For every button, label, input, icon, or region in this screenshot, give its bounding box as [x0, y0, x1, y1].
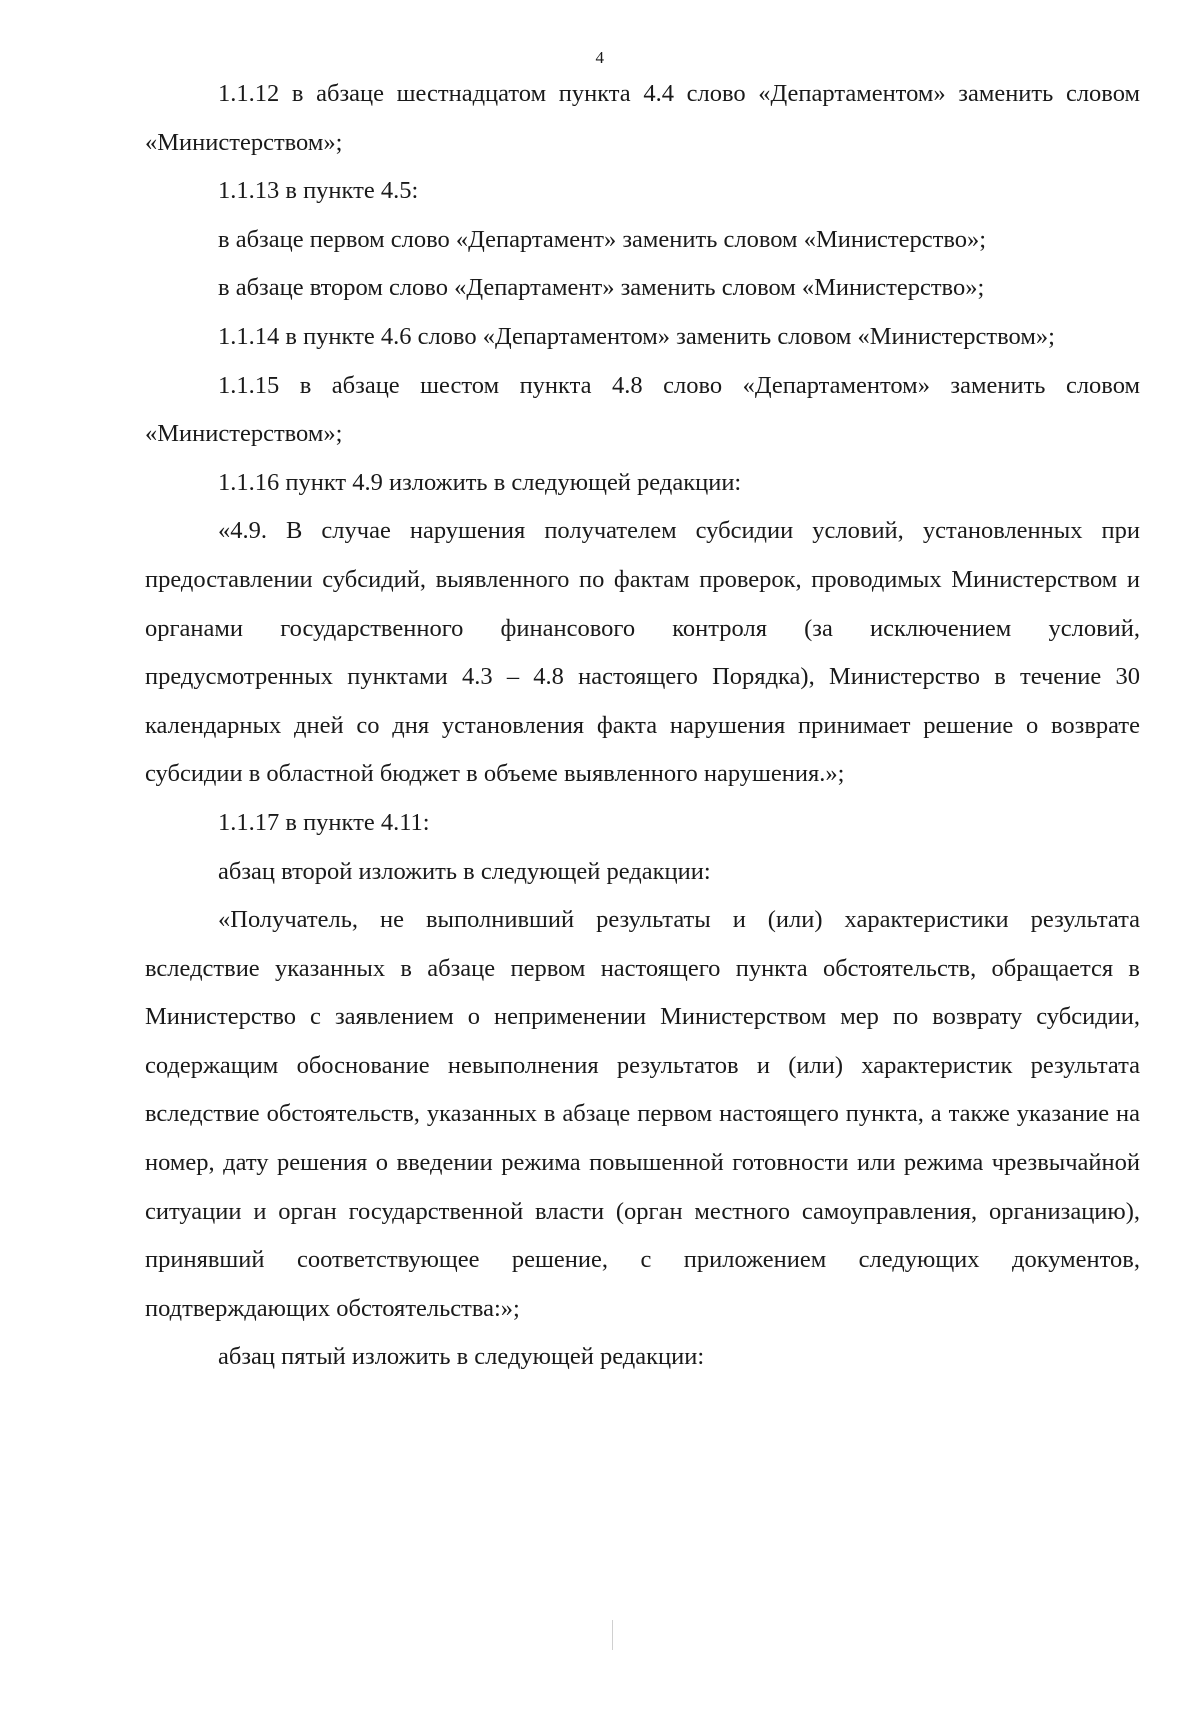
document-body	[145, 70, 1140, 1382]
paragraph-4-5-first: в абзаце первом слово «Департамент» заменить словом «Министерство»;	[218, 225, 987, 253]
paragraph-4-11-second-text: «Получатель, не выполнивший результаты и (или) характеристики результата вследствие указанных в абзаце первом настоящего пункта обстоятельств, обращается в Министерство с заявлением о неприменении Министерством мер по возврату субсидии, содержащим обоснование невыполнения результатов и (или) характеристик результата вследствие обстоятельств, указанных в абзаце первом настоящего пункта, а также указание на номер, дату решения о введении режима повышенной готовности или режима чрезвычайной ситуации и орган государственной власти (орган местного самоуправления, организацию), принявший соответствующее решение, с приложением следующих документов, подтверждающих обстоятельства:»;	[145, 906, 1140, 1322]
page-number: 4	[595, 48, 605, 67]
paragraph-1-1-13: 1.1.13 в пункте 4.5:	[218, 177, 419, 205]
paragraph-1-1-15: 1.1.15 в абзаце шестом пункта 4.8 слово «Департаментом» заменить словом «Министерством»;	[145, 371, 1140, 448]
paragraph-4-11-second: абзац второй изложить в следующей редакции:	[218, 857, 711, 885]
paragraph-1-1-12: 1.1.12 в абзаце шестнадцатом пункта 4.4 слово «Департаментом» заменить словом «Министерством»;	[145, 80, 1140, 156]
scan-artifact-line	[612, 1620, 613, 1650]
paragraph-1-1-14: 1.1.14 в пункте 4.6 слово «Департаментом» заменить словом «Министерством»;	[218, 322, 1055, 350]
paragraph-4-9-text: «4.9. В случае нарушения получателем субсидии условий, установленных при предоставлении субсидий, выявленного по фактам проверок, проводимых Министерством и органами государственного финансового контроля (за исключением условий, предусмотренных пунктами 4.3 – 4.8 настоящего Порядка), Министерство в течение 30 календарных дней со дня установления факта нарушения принимает решение о возврате субсидии в областной бюджет в объеме выявленного нарушения.»;	[145, 517, 1140, 788]
paragraph-1-1-16: 1.1.16 пункт 4.9 изложить в следующей редакции:	[218, 468, 742, 496]
paragraph-1-1-17: 1.1.17 в пункте 4.11:	[218, 808, 430, 836]
paragraph-4-11-fifth: абзац пятый изложить в следующей редакции:	[218, 1343, 705, 1371]
paragraph-4-5-second: в абзаце втором слово «Департамент» заменить словом «Министерство»;	[218, 274, 985, 302]
